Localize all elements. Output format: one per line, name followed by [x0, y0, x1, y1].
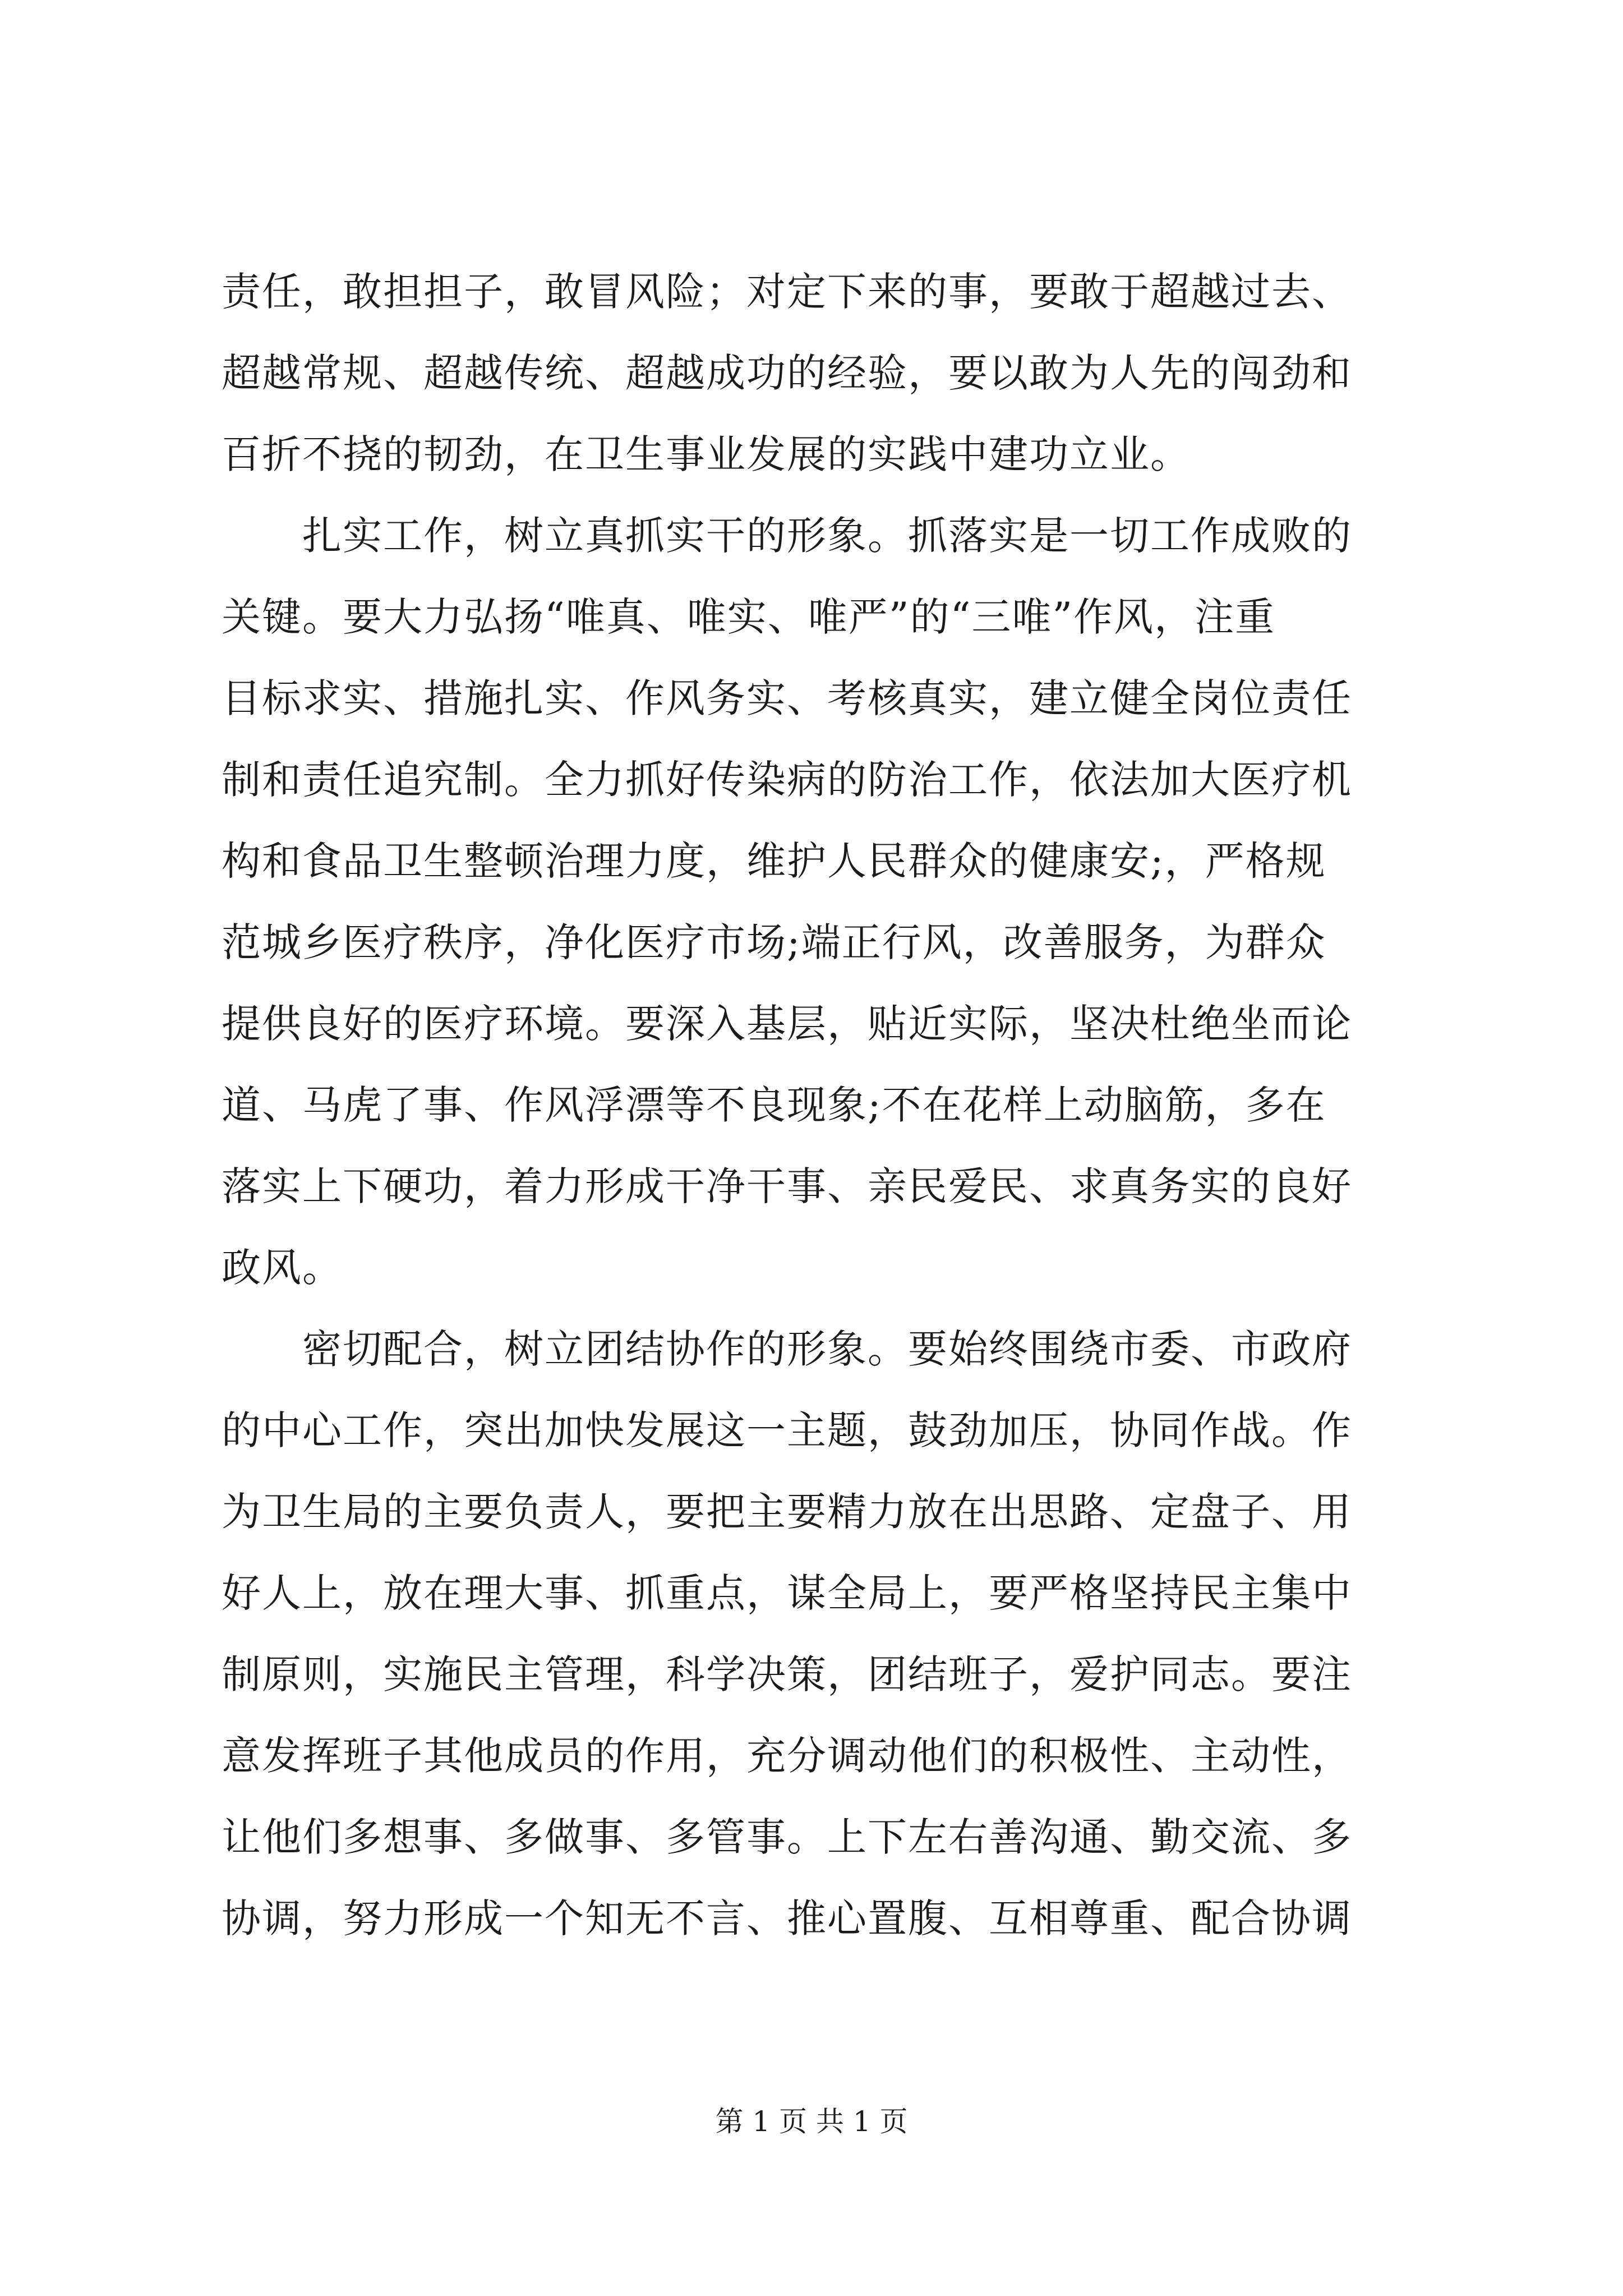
paragraph-first-line: 密切配合，树立团结协作的形象。要始终围绕市委、市政府 — [302, 1326, 1352, 1372]
body-text — [222, 251, 1413, 1959]
text-line: 超越常规、超越传统、超越成功的经验，要以敢为人先的闯劲和 — [222, 350, 1352, 396]
text-line: 道、马虎了事、作风浮漂等不良现象;不在花样上动脑筋，多在 — [222, 1082, 1326, 1128]
text-line: 目标求实、措施扎实、作风务实、考核真实，建立健全岗位责任 — [222, 675, 1352, 721]
text-line: 意发挥班子其他成员的作用，充分调动他们的积极性、主动性， — [222, 1733, 1352, 1779]
text-line: 协调，努力形成一个知无不言、推心置腹、互相尊重、配合协调 — [222, 1895, 1352, 1941]
text-line: 让他们多想事、多做事、多管事。上下左右善沟通、勤交流、多 — [222, 1814, 1352, 1860]
text-line: 责任，敢担担子，敢冒风险；对定下来的事，要敢于超越过去、 — [222, 269, 1352, 315]
text-line: 制和责任追究制。全力抓好传染病的防治工作，依法加大医疗机 — [222, 757, 1352, 803]
page-number-footer: 第 1 页 共 1 页 — [715, 2105, 908, 2138]
paragraph-first-line: 扎实工作，树立真抓实干的形象。抓落实是一切工作成败的 — [302, 513, 1352, 559]
text-line: 落实上下硬功，着力形成干净干事、亲民爱民、求真务实的良好 — [222, 1163, 1352, 1209]
text-line: 构和食品卫生整顿治理力度，维护人民群众的健康安;，严格规 — [222, 838, 1326, 884]
text-line: 为卫生局的主要负责人，要把主要精力放在出思路、定盘子、用 — [222, 1489, 1352, 1535]
text-line: 制原则，实施民主管理，科学决策，团结班子，爱护同志。要注 — [222, 1651, 1352, 1697]
text-line: 百折不挠的韧劲，在卫生事业发展的实践中建功立业。 — [222, 431, 1191, 477]
text-line: 的中心工作，突出加快发展这一主题，鼓劲加压，协同作战。作 — [222, 1407, 1352, 1453]
text-line: 关键。要大力弘扬“唯真、唯实、唯严”的“三唯”作风，注重 — [222, 594, 1276, 640]
text-line: 好人上，放在理大事、抓重点，谋全局上，要严格坚持民主集中 — [222, 1570, 1352, 1616]
text-line: 范城乡医疗秩序，净化医疗市场;端正行风，改善服务，为群众 — [222, 919, 1326, 965]
text-line: 提供良好的医疗环境。要深入基层，贴近实际，坚决杜绝坐而论 — [222, 1001, 1352, 1047]
text-line: 政风。 — [222, 1245, 343, 1291]
